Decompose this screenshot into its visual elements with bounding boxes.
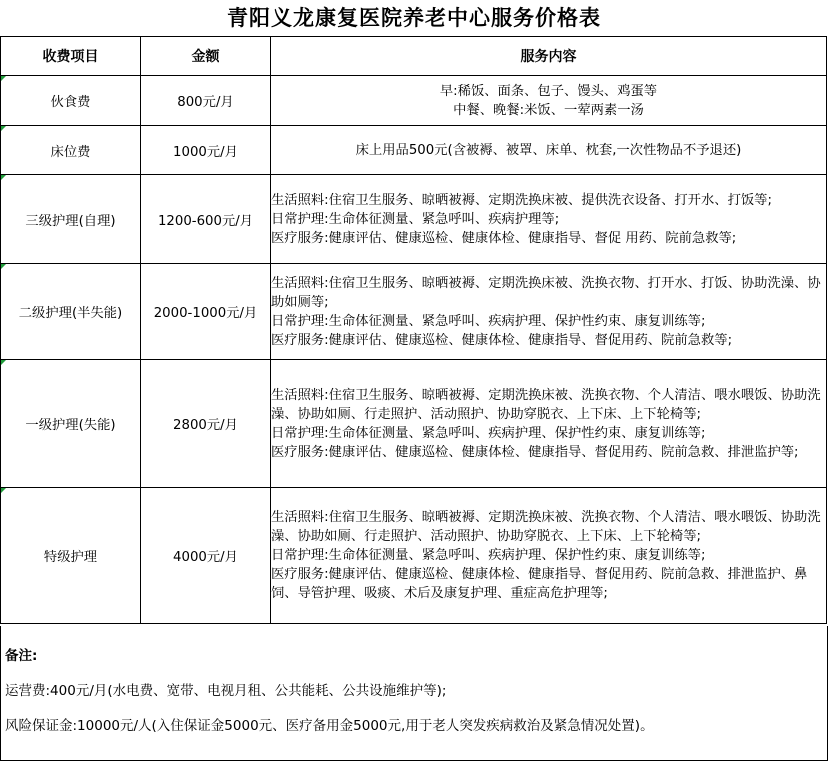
- row-item: 二级护理(半失能): [1, 264, 141, 360]
- row-price: 1000元/月: [141, 126, 271, 175]
- header-content: 服务内容: [271, 37, 827, 76]
- content-line: 床上用品500元(含被褥、被罩、床单、枕套,一次性物品不予退还): [355, 142, 742, 158]
- content-line: 日常护理:生命体征测量、紧急呼叫、疾病护理、保护性约束、康复训练等;: [271, 425, 706, 441]
- table-row: [1, 175, 827, 264]
- content-line: 早:稀饭、面条、包子、馒头、鸡蛋等: [439, 83, 658, 99]
- table-header-row: [1, 37, 827, 76]
- table-row: [1, 264, 827, 360]
- content-line: 日常护理:生命体征测量、紧急呼叫、疾病护理、保护性约束、康复训练等;: [271, 548, 706, 563]
- content-line: 医疗服务:健康评估、健康巡检、健康体检、健康指导、督促用药、院前急救等;: [271, 332, 733, 348]
- row-content: [271, 175, 827, 264]
- row-content: [271, 126, 827, 175]
- row-price: 2800元/月: [141, 360, 271, 488]
- content-line: 生活照料:住宿卫生服务、晾晒被褥、定期洗换床被、洗换衣物、个人清洁、喂水喂饭、协助洗澡、协助如厕、行走照护、活动照护、协助穿脱衣、上下床、上下轮椅等;: [271, 387, 821, 422]
- row-item: 一级护理(失能): [1, 360, 141, 488]
- price-table: [0, 36, 827, 624]
- page-title: 青阳义龙康复医院养老中心服务价格表: [227, 6, 601, 30]
- row-price: 4000元/月: [141, 488, 271, 624]
- table-row: [1, 488, 827, 624]
- row-price: 800元/月: [141, 76, 271, 126]
- row-price: 1200-600元/月: [141, 175, 271, 264]
- header-price: 金额: [141, 37, 271, 76]
- content-line: 生活照料:住宿卫生服务、晾晒被褥、定期洗换床被、洗换衣物、个人清洁、喂水喂饭、协助洗澡、协助如厕、行走照护、活动照护、协助穿脱衣、上下床、上下轮椅等;: [271, 510, 821, 544]
- row-price: 2000-1000元/月: [141, 264, 271, 360]
- note-risk-deposit: 风险保证金:10000元/人(入住保证金5000元、医疗备用金5000元,用于老人突发疾病救治及紧急情况处置)。: [5, 718, 654, 734]
- row-item: 伙食费: [1, 76, 141, 126]
- row-item: 特级护理: [1, 488, 141, 624]
- content-line: 中餐、晚餐:米饭、一荤两素一汤: [453, 102, 644, 118]
- content-line: 日常护理:生命体征测量、紧急呼叫、疾病护理、保护性约束、康复训练等;: [271, 313, 706, 329]
- row-content: [271, 360, 827, 488]
- table-row: [1, 360, 827, 488]
- content-line: 医疗服务:健康评估、健康巡检、健康体检、健康指导、督促用药、院前急救、排泄监护、鼻饲、导管护理、吸痰、术后及康复护理、重症高危护理等;: [271, 567, 808, 601]
- notes-section: [0, 626, 828, 761]
- row-content: [271, 76, 827, 126]
- content-line: 医疗服务:健康评估、健康巡检、健康体检、健康指导、督促用药、院前急救、排泄监护等;: [271, 444, 799, 460]
- notes-heading: 备注:: [5, 648, 38, 664]
- note-operating-fee: 运营费:400元/月(水电费、宽带、电视月租、公共能耗、公共设施维护等);: [5, 683, 447, 699]
- row-item: 床位费: [1, 126, 141, 175]
- content-line: 医疗服务:健康评估、健康巡检、健康体检、健康指导、督促 用药、院前急救等;: [271, 230, 737, 246]
- row-content: [271, 264, 827, 360]
- content-line: 生活照料:住宿卫生服务、晾晒被褥、定期洗换床被、洗换衣物、打开水、打饭、协助洗澡、协助如厕等;: [271, 275, 821, 310]
- row-item: 三级护理(自理): [1, 175, 141, 264]
- content-line: 生活照料:住宿卫生服务、晾晒被褥、定期洗换床被、提供洗衣设备、打开水、打饭等;: [271, 192, 772, 208]
- table-row: [1, 76, 827, 126]
- row-content: [271, 488, 827, 624]
- content-line: 日常护理:生命体征测量、紧急呼叫、疾病护理等;: [271, 211, 560, 227]
- header-item: 收费项目: [1, 37, 141, 76]
- table-row: [1, 126, 827, 175]
